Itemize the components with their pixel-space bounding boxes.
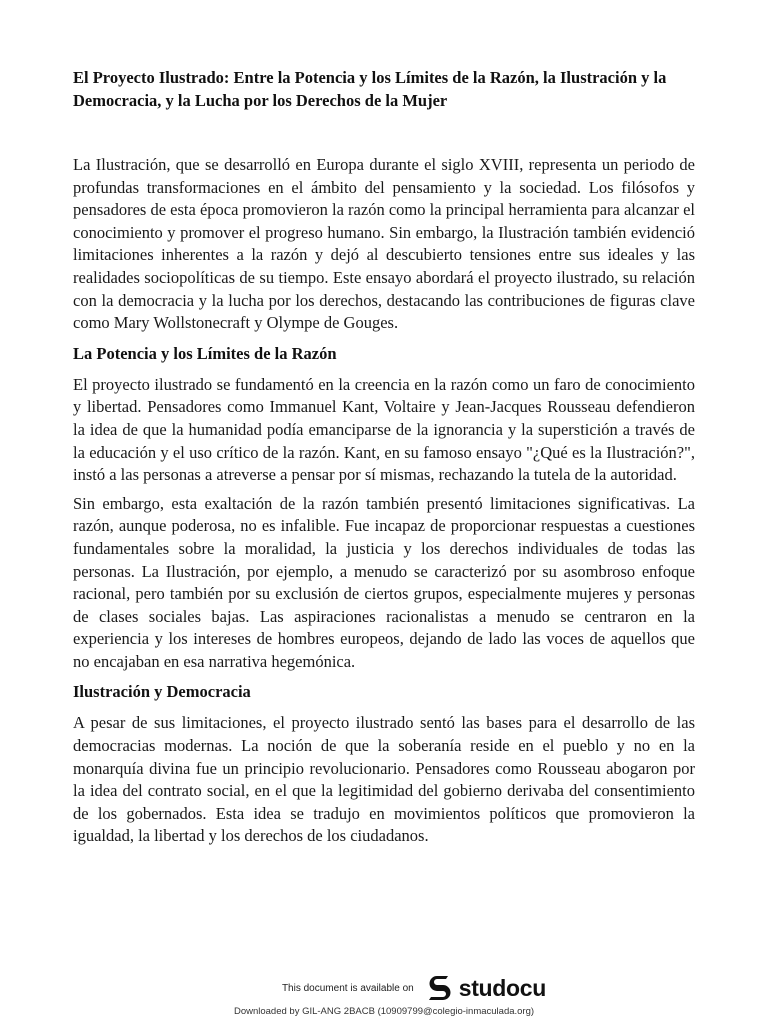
- section-heading: Ilustración y Democracia: [73, 682, 251, 702]
- paragraph: El proyecto ilustrado se fundamentó en la creencia en la razón como un faro de conocimiento y libertad. Pensadores como Immanuel Kant, Voltaire y Jean-Jacques Rousseau defendieron la idea de que la humanidad podía emanciparse de la ignorancia y la superstición a través de la educación y el uso crítico de la razón. Kant, en su famoso ensayo "¿Qué es la Ilustración?", instó a las personas a atreverse a pensar por sí mismas, rechazando la tutela de la autoridad.: [73, 374, 695, 485]
- available-on-text: This document is available on: [281, 982, 414, 994]
- paragraph: A pesar de sus limitaciones, el proyecto ilustrado sentó las bases para el desarrollo de las democracias modernas. La noción de que la soberanía reside en el pueblo y no en la monarquía divina fue un principio revolucionario. Pensadores como Rousseau abogaron por la idea del contrato social, en el que la legitimidad del gobierno derivaba del consentimiento de los gobernados. Esta idea se tradujo en movimientos políticos que promovieron la igualdad, la libertad y los derechos de los ciudadanos.: [73, 713, 695, 846]
- downloaded-by-text: Downloaded by GIL-ANG 2BACB (10909799@colegio-inmaculada.org): [233, 1006, 535, 1017]
- studocu-wordmark: studocu: [458, 974, 547, 1001]
- paragraph: Sin embargo, esta exaltación de la razón también presentó limitaciones significativas. La razón, aunque poderosa, no es infalible. Fue incapaz de proporcionar respuestas a cuestiones fundamentales sobre la moralidad, la justicia y los derechos individuales de todas las personas. La Ilustración, por ejemplo, a menudo se caracterizó por su asombroso enfoque racional, pero también por su exclusión de ciertos grupos, especialmente mujeres y personas de clases sociales bajas. Las aspiraciones racionalistas a menudo se centraron en la experiencia y los intereses de hombres europeos, dejando de lado las voces de aquellos que no encajaban en esa narrativa hegemónica.: [73, 493, 695, 671]
- studocu-logo[interactable]: [426, 973, 546, 1003]
- section-heading: La Potencia y los Límites de la Razón: [73, 343, 337, 363]
- section-democracia: [73, 681, 695, 848]
- studocu-banner[interactable]: [0, 971, 768, 1005]
- studocu-s-icon: [426, 973, 456, 1003]
- section-potencia: [73, 343, 695, 674]
- document-title: El Proyecto Ilustrado: Entre la Potencia y los Límites de la Razón, la Ilustración y la Democracia, y la Lucha por los Derechos de la Mujer: [73, 68, 667, 110]
- document-page: [73, 66, 695, 854]
- intro-paragraph: La Ilustración, que se desarrolló en Europa durante el siglo XVIII, representa un periodo de profundas transformaciones en el ámbito del pensamiento y la sociedad. Los filósofos y pensadores de esta época promovieron la razón como la principal herramienta para alcanzar el conocimiento y promover el progreso humano. Sin embargo, la Ilustración también evidenció limitaciones inherentes a la razón y dejó al descubierto tensiones entre sus ideales y las realidades sociopolíticas de su tiempo. Este ensayo abordará el proyecto ilustrado, su relación con la democracia y la lucha por los derechos, destacando las contribuciones de figuras clave como Mary Wollstonecraft y Olympe de Gouges.: [73, 155, 695, 333]
